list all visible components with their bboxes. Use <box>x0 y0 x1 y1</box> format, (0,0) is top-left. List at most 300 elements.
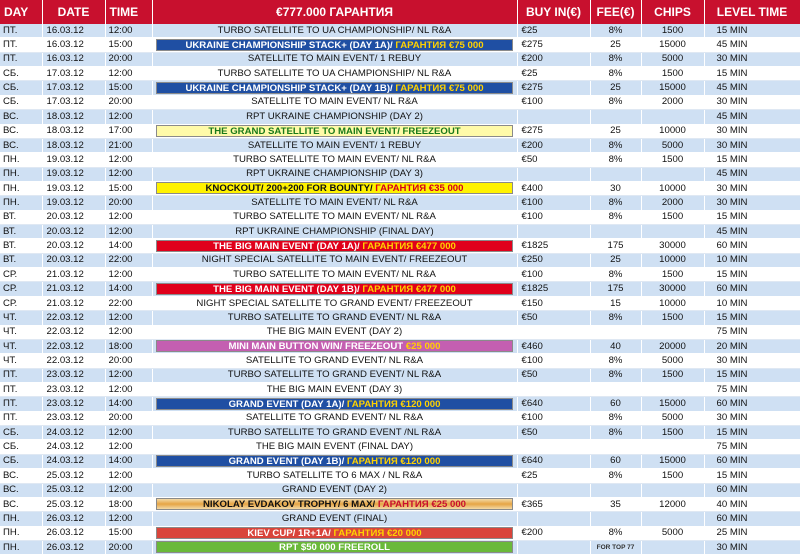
cell-date: 21.03.12 <box>42 282 105 296</box>
cell-chips: 1500 <box>641 311 704 325</box>
table-row <box>0 540 800 554</box>
cell-chips: 5000 <box>641 354 704 368</box>
cell-level-time: 10 MIN <box>704 253 800 267</box>
cell-time: 15:00 <box>105 181 152 195</box>
cell-buyin: €275 <box>517 38 590 52</box>
cell-time: 12:00 <box>105 167 152 181</box>
cell-chips: 5000 <box>641 52 704 66</box>
cell-fee: 8% <box>590 67 641 81</box>
cell-level-time: 15 MIN <box>704 368 800 382</box>
table-row <box>0 268 800 282</box>
cell-event <box>152 282 517 296</box>
cell-chips <box>641 110 704 124</box>
cell-event <box>152 454 517 468</box>
cell-date: 21.03.12 <box>42 296 105 310</box>
event-name: SATELLITE TO MAIN EVENT/ 1 REBUY <box>247 139 422 151</box>
highlight-event-badge <box>156 182 512 194</box>
event-name: THE BIG MAIN EVENT (FINAL DAY) <box>255 441 414 453</box>
cell-buyin: €250 <box>517 253 590 267</box>
cell-date: 24.03.12 <box>42 440 105 454</box>
cell-time: 12:00 <box>105 110 152 124</box>
event-name: SATELLITE TO MAIN EVENT/ 1 REBUY <box>247 53 422 65</box>
cell-chips <box>641 382 704 396</box>
cell-date: 19.03.12 <box>42 181 105 195</box>
cell-date: 19.03.12 <box>42 196 105 210</box>
table-row <box>0 38 800 52</box>
cell-time: 12:00 <box>105 426 152 440</box>
cell-level-time: 10 MIN <box>704 296 800 310</box>
cell-day: ПТ. <box>0 382 42 396</box>
event-name: UKRAINE CHAMPIONSHIP STACK+ (DAY 1B)/ <box>185 82 396 94</box>
event-name: TURBO SATELLITE TO MAIN EVENT/ NL R&A <box>233 211 436 223</box>
cell-chips: 1500 <box>641 426 704 440</box>
cell-date: 17.03.12 <box>42 67 105 81</box>
cell-date: 22.03.12 <box>42 339 105 353</box>
cell-chips: 1500 <box>641 153 704 167</box>
cell-fee: 35 <box>590 497 641 511</box>
cell-buyin: €460 <box>517 339 590 353</box>
cell-chips <box>641 225 704 239</box>
cell-day: ПТ. <box>0 411 42 425</box>
cell-fee: 25 <box>590 38 641 52</box>
cell-chips: 1500 <box>641 24 704 38</box>
cell-time: 20:00 <box>105 411 152 425</box>
cell-buyin: €1825 <box>517 239 590 253</box>
cell-day: СБ. <box>0 95 42 109</box>
cell-date: 19.03.12 <box>42 167 105 181</box>
cell-fee: 8% <box>590 95 641 109</box>
cell-event <box>152 210 517 224</box>
cell-chips: 1500 <box>641 268 704 282</box>
table-row <box>0 526 800 540</box>
cell-level-time: 15 MIN <box>704 469 800 483</box>
cell-date: 23.03.12 <box>42 411 105 425</box>
cell-level-time: 30 MIN <box>704 95 800 109</box>
cell-time: 12:00 <box>105 24 152 38</box>
cell-event <box>152 469 517 483</box>
guarantee-text: ГАРАНТИЯ €20 000 <box>333 527 422 539</box>
cell-buyin: €640 <box>517 397 590 411</box>
event-name: GRAND EVENT (DAY 1A)/ <box>228 398 347 410</box>
cell-time: 12:00 <box>105 210 152 224</box>
cell-fee: 25 <box>590 81 641 95</box>
cell-event <box>152 110 517 124</box>
header-event: €777.000 ГАРАНТИЯ <box>152 0 517 24</box>
table-row <box>0 483 800 497</box>
cell-buyin: €50 <box>517 153 590 167</box>
cell-fee: 8% <box>590 268 641 282</box>
cell-date: 23.03.12 <box>42 382 105 396</box>
cell-level-time: 25 MIN <box>704 526 800 540</box>
cell-fee: 175 <box>590 282 641 296</box>
cell-chips: 12000 <box>641 497 704 511</box>
event-name: TURBO SATELLITE TO GRAND EVENT/ NL R&A <box>227 311 442 323</box>
cell-fee <box>590 110 641 124</box>
cell-event <box>152 311 517 325</box>
cell-level-time: 15 MIN <box>704 268 800 282</box>
cell-buyin <box>517 225 590 239</box>
cell-fee: 8% <box>590 311 641 325</box>
cell-date: 18.03.12 <box>42 138 105 152</box>
cell-event <box>152 124 517 138</box>
table-row <box>0 253 800 267</box>
cell-event <box>152 268 517 282</box>
header-fee: FEE(€) <box>590 0 641 24</box>
table-row <box>0 67 800 81</box>
event-name: TURBO SATELLITE TO 6 MAX / NL R&A <box>246 469 423 481</box>
table-row <box>0 354 800 368</box>
event-name: NIGHT SPECIAL SATELLITE TO GRAND EVENT/ FREEZEOUT <box>196 297 473 309</box>
cell-buyin: €100 <box>517 411 590 425</box>
cell-level-time: 75 MIN <box>704 382 800 396</box>
cell-buyin <box>517 325 590 339</box>
cell-day: ВС. <box>0 483 42 497</box>
cell-event <box>152 95 517 109</box>
cell-buyin <box>517 440 590 454</box>
guarantee-text: €25 000 <box>405 341 441 353</box>
cell-level-time: 75 MIN <box>704 325 800 339</box>
cell-buyin: €1825 <box>517 282 590 296</box>
event-name: SATELLITE TO GRAND EVENT/ NL R&A <box>245 354 424 366</box>
cell-day: ВТ. <box>0 239 42 253</box>
cell-fee <box>590 325 641 339</box>
cell-day: ПТ. <box>0 24 42 38</box>
cell-time: 20:00 <box>105 95 152 109</box>
cell-chips: 15000 <box>641 38 704 52</box>
cell-fee: 60 <box>590 397 641 411</box>
cell-event <box>152 411 517 425</box>
cell-fee: 60 <box>590 454 641 468</box>
cell-date: 24.03.12 <box>42 426 105 440</box>
event-name: TURBO SATELLITE TO GRAND EVENT /NL R&A <box>227 426 442 438</box>
cell-date: 26.03.12 <box>42 512 105 526</box>
event-name: SATELLITE TO MAIN EVENT/ NL R&A <box>251 96 418 108</box>
cell-fee: 8% <box>590 196 641 210</box>
cell-level-time: 30 MIN <box>704 52 800 66</box>
guarantee-text: ГАРАНТИЯ €477 000 <box>362 283 456 295</box>
highlight-event-badge <box>156 240 512 252</box>
table-row <box>0 210 800 224</box>
event-name: RPT UKRAINE CHAMPIONSHIP (FINAL DAY) <box>235 225 434 237</box>
event-name: KNOCKOUT/ 200+200 FOR BOUNTY/ <box>205 183 376 195</box>
cell-fee: 15 <box>590 296 641 310</box>
cell-chips: 15000 <box>641 454 704 468</box>
cell-level-time: 30 MIN <box>704 540 800 554</box>
cell-event <box>152 339 517 353</box>
cell-fee: 8% <box>590 210 641 224</box>
cell-level-time: 45 MIN <box>704 38 800 52</box>
cell-level-time: 60 MIN <box>704 483 800 497</box>
event-name: UKRAINE CHAMPIONSHIP STACK+ (DAY 1A)/ <box>185 39 396 51</box>
cell-day: ПН. <box>0 167 42 181</box>
cell-date: 22.03.12 <box>42 311 105 325</box>
highlight-event-badge <box>156 541 512 553</box>
table-row <box>0 440 800 454</box>
highlight-event-badge <box>156 283 512 295</box>
cell-level-time: 20 MIN <box>704 339 800 353</box>
cell-chips: 15000 <box>641 397 704 411</box>
cell-event <box>152 382 517 396</box>
cell-event <box>152 483 517 497</box>
cell-level-time: 30 MIN <box>704 411 800 425</box>
cell-buyin: €150 <box>517 296 590 310</box>
cell-time: 14:00 <box>105 282 152 296</box>
highlight-event-badge <box>156 340 512 352</box>
highlight-event-badge <box>156 125 512 137</box>
guarantee-text: ГАРАНТИЯ €35 000 <box>375 183 464 195</box>
cell-date: 20.03.12 <box>42 253 105 267</box>
cell-chips: 1500 <box>641 67 704 81</box>
event-name: TURBO SATELLITE TO UA CHAMPIONSHIP/ NL R&A <box>217 67 452 79</box>
event-name: RPT $50 000 FREEROLL <box>279 542 390 554</box>
cell-day: ПТ. <box>0 52 42 66</box>
cell-event <box>152 253 517 267</box>
cell-level-time: 15 MIN <box>704 210 800 224</box>
cell-time: 14:00 <box>105 239 152 253</box>
cell-fee: 175 <box>590 239 641 253</box>
cell-level-time: 15 MIN <box>704 24 800 38</box>
cell-date: 25.03.12 <box>42 469 105 483</box>
event-name: SATELLITE TO GRAND EVENT/ NL R&A <box>245 412 424 424</box>
table-row <box>0 311 800 325</box>
cell-date: 16.03.12 <box>42 52 105 66</box>
highlight-event-badge <box>156 527 512 539</box>
cell-date: 21.03.12 <box>42 268 105 282</box>
cell-day: ПТ. <box>0 397 42 411</box>
cell-chips: 30000 <box>641 282 704 296</box>
cell-level-time: 45 MIN <box>704 110 800 124</box>
cell-chips: 20000 <box>641 339 704 353</box>
cell-day: ПН. <box>0 512 42 526</box>
cell-buyin: €25 <box>517 469 590 483</box>
cell-buyin <box>517 382 590 396</box>
cell-day: СР. <box>0 268 42 282</box>
table-row <box>0 382 800 396</box>
cell-buyin: €25 <box>517 24 590 38</box>
cell-fee: 8% <box>590 153 641 167</box>
cell-event <box>152 397 517 411</box>
cell-fee <box>590 382 641 396</box>
cell-day: ВС. <box>0 497 42 511</box>
cell-fee: 8% <box>590 52 641 66</box>
cell-day: СР. <box>0 282 42 296</box>
cell-level-time: 60 MIN <box>704 512 800 526</box>
cell-time: 12:00 <box>105 153 152 167</box>
cell-chips: 30000 <box>641 239 704 253</box>
cell-day: ПТ. <box>0 38 42 52</box>
cell-chips: 10000 <box>641 296 704 310</box>
cell-day: СБ. <box>0 454 42 468</box>
cell-time: 20:00 <box>105 52 152 66</box>
cell-buyin: €275 <box>517 81 590 95</box>
cell-day: ВТ. <box>0 210 42 224</box>
cell-date: 20.03.12 <box>42 239 105 253</box>
cell-buyin: €100 <box>517 210 590 224</box>
cell-day: ВС. <box>0 138 42 152</box>
event-name: GRAND EVENT (DAY 2) <box>281 484 388 496</box>
cell-time: 22:00 <box>105 296 152 310</box>
cell-chips: 5000 <box>641 138 704 152</box>
cell-chips <box>641 483 704 497</box>
cell-time: 12:00 <box>105 311 152 325</box>
cell-day: ПН. <box>0 540 42 554</box>
cell-level-time: 45 MIN <box>704 225 800 239</box>
cell-date: 26.03.12 <box>42 540 105 554</box>
highlight-event-badge <box>156 398 512 410</box>
cell-chips: 1500 <box>641 368 704 382</box>
cell-level-time: 30 MIN <box>704 124 800 138</box>
cell-level-time: 15 MIN <box>704 311 800 325</box>
table-row <box>0 138 800 152</box>
cell-date: 22.03.12 <box>42 325 105 339</box>
cell-event <box>152 167 517 181</box>
cell-time: 12:00 <box>105 382 152 396</box>
header-date: DATE <box>42 0 105 24</box>
cell-date: 26.03.12 <box>42 526 105 540</box>
cell-event <box>152 497 517 511</box>
cell-fee <box>590 512 641 526</box>
header-time: TIME <box>105 0 152 24</box>
table-row <box>0 411 800 425</box>
cell-day: СБ. <box>0 81 42 95</box>
cell-date: 16.03.12 <box>42 38 105 52</box>
cell-day: СБ. <box>0 440 42 454</box>
cell-level-time: 30 MIN <box>704 138 800 152</box>
event-name: THE BIG MAIN EVENT (DAY 2) <box>266 326 403 338</box>
cell-event <box>152 138 517 152</box>
table-row <box>0 497 800 511</box>
cell-level-time: 40 MIN <box>704 497 800 511</box>
cell-fee <box>590 483 641 497</box>
cell-event <box>152 67 517 81</box>
table-row <box>0 296 800 310</box>
event-name: TURBO SATELLITE TO MAIN EVENT/ NL R&A <box>233 153 436 165</box>
cell-event <box>152 512 517 526</box>
header-level-time: LEVEL TIME <box>704 0 800 24</box>
cell-day: СБ. <box>0 426 42 440</box>
cell-buyin: €640 <box>517 454 590 468</box>
table-row <box>0 469 800 483</box>
table-row <box>0 124 800 138</box>
cell-date: 23.03.12 <box>42 397 105 411</box>
event-name: THE GRAND SATELLITE TO MAIN EVENT/ FREEZEOUT <box>208 125 461 137</box>
cell-time: 17:00 <box>105 124 152 138</box>
cell-buyin: €50 <box>517 311 590 325</box>
cell-fee: 8% <box>590 411 641 425</box>
guarantee-text: ГАРАНТИЯ €120 000 <box>346 398 441 410</box>
event-name: NIKOLAY EVDAKOV TROPHY/ 6 MAX/ <box>202 499 378 511</box>
cell-date: 20.03.12 <box>42 225 105 239</box>
cell-date: 23.03.12 <box>42 368 105 382</box>
cell-fee: 25 <box>590 124 641 138</box>
cell-level-time: 15 MIN <box>704 153 800 167</box>
cell-time: 12:00 <box>105 512 152 526</box>
table-row <box>0 325 800 339</box>
cell-fee: 8% <box>590 24 641 38</box>
cell-time: 12:00 <box>105 325 152 339</box>
cell-chips: 5000 <box>641 411 704 425</box>
cell-date: 20.03.12 <box>42 210 105 224</box>
cell-level-time: 45 MIN <box>704 167 800 181</box>
cell-event <box>152 440 517 454</box>
cell-buyin: €50 <box>517 368 590 382</box>
cell-chips: 1500 <box>641 469 704 483</box>
event-name: THE BIG MAIN EVENT (DAY 1B)/ <box>213 283 363 295</box>
table-row <box>0 52 800 66</box>
cell-day: ВТ. <box>0 253 42 267</box>
cell-chips <box>641 440 704 454</box>
event-name: RPT UKRAINE CHAMPIONSHIP (DAY 2) <box>246 110 423 122</box>
event-name: GRAND EVENT (DAY 1B)/ <box>228 455 347 467</box>
cell-time: 12:00 <box>105 67 152 81</box>
cell-fee <box>590 225 641 239</box>
cell-level-time: 30 MIN <box>704 354 800 368</box>
table-row <box>0 368 800 382</box>
cell-buyin <box>517 167 590 181</box>
cell-buyin: €100 <box>517 354 590 368</box>
cell-fee: 8% <box>590 526 641 540</box>
table-row <box>0 397 800 411</box>
cell-fee: 8% <box>590 138 641 152</box>
cell-chips <box>641 167 704 181</box>
table-row <box>0 167 800 181</box>
cell-fee <box>590 167 641 181</box>
cell-level-time: 30 MIN <box>704 196 800 210</box>
event-name: KIEV CUP/ 1R+1A/ <box>247 527 334 539</box>
table-row <box>0 24 800 38</box>
table-row <box>0 153 800 167</box>
cell-buyin: €50 <box>517 426 590 440</box>
cell-event <box>152 81 517 95</box>
cell-level-time: 75 MIN <box>704 440 800 454</box>
cell-event <box>152 181 517 195</box>
cell-day: ЧТ. <box>0 311 42 325</box>
cell-fee: 8% <box>590 426 641 440</box>
cell-date: 22.03.12 <box>42 354 105 368</box>
cell-time: 15:00 <box>105 38 152 52</box>
header-day: DAY <box>0 0 42 24</box>
event-name: THE BIG MAIN EVENT (DAY 1A)/ <box>213 240 363 252</box>
cell-time: 12:00 <box>105 368 152 382</box>
cell-time: 18:00 <box>105 339 152 353</box>
cell-buyin <box>517 512 590 526</box>
table-row <box>0 339 800 353</box>
cell-buyin: €100 <box>517 196 590 210</box>
cell-event <box>152 426 517 440</box>
cell-buyin: €400 <box>517 181 590 195</box>
cell-fee: FOR TOP 77 <box>590 540 641 554</box>
cell-time: 12:00 <box>105 440 152 454</box>
cell-time: 21:00 <box>105 138 152 152</box>
event-name: TURBO SATELLITE TO GRAND EVENT/ NL R&A <box>227 369 442 381</box>
cell-time: 15:00 <box>105 81 152 95</box>
cell-day: СБ. <box>0 67 42 81</box>
event-name: MINI MAIN BUTTON WIN/ FREEZEOUT <box>228 341 406 353</box>
guarantee-text: ГАРАНТИЯ €75 000 <box>395 82 484 94</box>
cell-event <box>152 368 517 382</box>
cell-day: ПН. <box>0 153 42 167</box>
cell-date: 17.03.12 <box>42 95 105 109</box>
table-row <box>0 282 800 296</box>
cell-buyin: €100 <box>517 268 590 282</box>
cell-fee: 30 <box>590 181 641 195</box>
cell-level-time: 60 MIN <box>704 454 800 468</box>
cell-chips: 2000 <box>641 95 704 109</box>
cell-chips: 10000 <box>641 253 704 267</box>
table-row <box>0 426 800 440</box>
cell-date: 24.03.12 <box>42 454 105 468</box>
event-name: TURBO SATELLITE TO UA CHAMPIONSHIP/ NL R&A <box>217 24 452 36</box>
